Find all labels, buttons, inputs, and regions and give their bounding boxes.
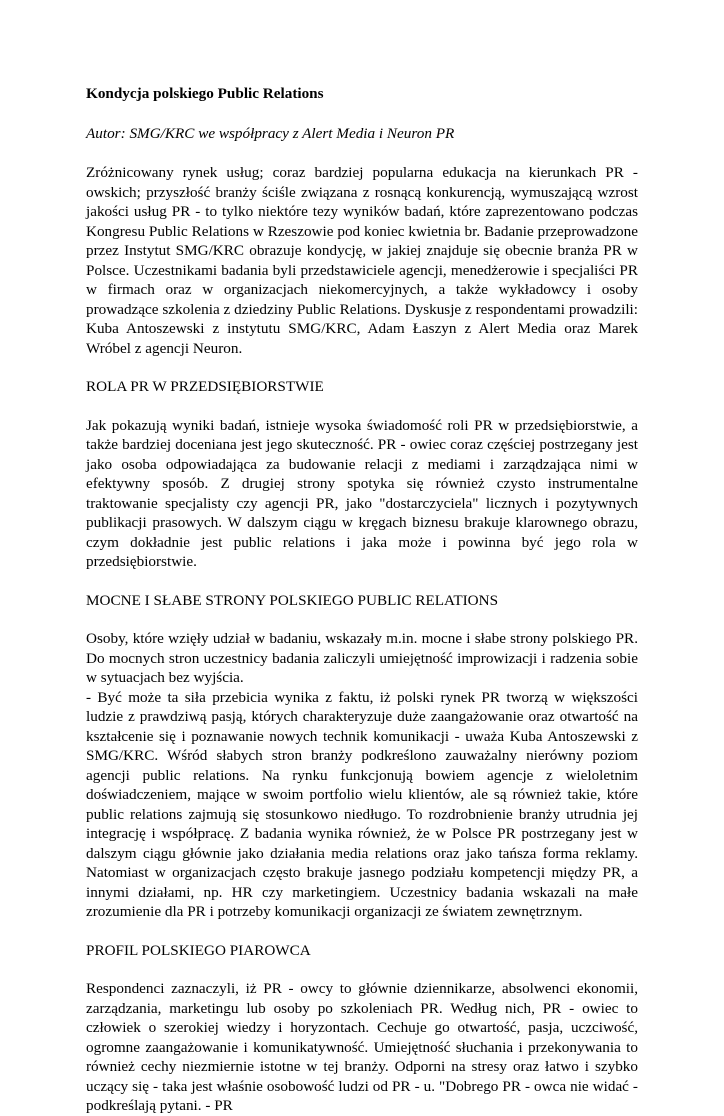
section-heading-profile: PROFIL POLSKIEGO PIAROWCA	[86, 941, 311, 959]
document-author: Autor: SMG/KRC we współpracy z Alert Media i Neuron PR	[86, 124, 455, 142]
section-profile-paragraph: Respondenci zaznaczyli, iż PR - owcy to głównie dziennikarze, absolwenci ekonomii, zarządzania, marketingu lub osoby po szkoleniach PR. Według nich, PR - owiec to człowiek o szerokiej wiedzy i horyzontach. Cechuje go otwartość, pasja, uczciwość, ogromne zaangażowanie i komunikatywność. Umiejętność słuchania i przekonywania to również cechy niezmiernie istotne w tej branży. Odporni na stresy oraz łatwo i szybko uczący się - taka jest właśnie osobowość ludzi od PR - u. "Dobrego PR - owca nie widać - podkreślają pytani. - PR	[86, 980, 638, 1114]
section-role-paragraph: Jak pokazują wyniki badań, istnieje wysoka świadomość roli PR w przedsiębiorstwie, a także bardziej doceniana jest jego skuteczność. PR - owiec coraz częściej postrzegany jest jako osoba odpowiadająca za budowanie relacji z mediami i zarządzająca nimi w efektywny sposób. Z drugiej strony spotyka się również czysto instrumentalne traktowanie specjalisty czy agencji PR, jako "dostarczyciela" licznych i pozytywnych publikacji prasowych. W dalszym ciągu w kręgach biznesu brakuje klarownego obrazu, czym dokładnie jest public relations i jaka może i powinna być jego rola w przedsiębiorstwie.	[86, 416, 638, 570]
section-strengths-paragraph-2: - Być może ta siła przebicia wynika z faktu, iż polski rynek PR tworzą w większości ludzie z prawdziwą pasją, których charakteryzuje duże zaangażowanie oraz otwartość na kształcenie się i poznawanie nowych technik komunikacji - uważa Kuba Antoszewski z SMG/KRC. Wśród słabych stron branży podkreślono zauważalny nierówny poziom agencji public relations. Na rynku funkcjonują bowiem agencje z wieloletnim doświadczeniem, mające w swoim portfolio wielu klientów, ale są również takie, które public relations zajmują się stosunkowo niedługo. To rozdrobnienie branży utrudnia jej integrację i współpracę. Z badania wynika również, że w Polsce PR postrzegany jest w dalszym ciągu głównie jako działania media relations oraz jako tańsza forma reklamy. Natomiast w organizacjach często brakuje jasnego podziału kompetencji między PR, a innymi działami, np. HR czy marketingiem. Uczestnicy badania wskazali na małe zrozumienie dla PR i potrzeby komunikacji organizacji ze światem zewnętrznym.	[86, 688, 638, 920]
section-heading-role: ROLA PR W PRZEDSIĘBIORSTWIE	[86, 378, 324, 395]
section-strengths-paragraph-1: Osoby, które wzięły udział w badaniu, wskazały m.in. mocne i słabe strony polskiego PR. Do mocnych stron uczestnicy badania zaliczyli umiejętność improwizacji i radzenia sobie w sytuacjach bez wyjścia.	[86, 630, 638, 686]
document-page	[86, 84, 638, 1116]
document-title: Kondycja polskiego Public Relations	[86, 85, 324, 102]
section-heading-strengths: MOCNE I SŁABE STRONY POLSKIEGO PUBLIC RELATIONS	[86, 591, 499, 609]
intro-paragraph: Zróżnicowany rynek usług; coraz bardziej popularna edukacja na kierunkach PR - owskich; przyszłość branży ściśle związana z rosnącą konkurencją, wymuszającą wzrost jakości usług PR - to tylko niektóre tezy wyników badań, które zaprezentowano podczas Kongresu Public Relations w Rzeszowie pod koniec kwietnia br. Badanie przeprowadzone przez Instytut SMG/KRC obrazuje kondycję, w jakiej znajduje się obecnie branża PR w Polsce. Uczestnikami badania byli przedstawiciele agencji, menedżerowie i specjaliści PR w firmach oraz w organizacjach niekomercyjnych, a także wykładowcy i osoby prowadzące szkolenia z dziedziny Public Relations. Dyskusje z respondentami prowadzili: Kuba Antoszewski z instytutu SMG/KRC, Adam Łaszyn z Alert Media oraz Marek Wróbel z agencji Neuron.	[86, 164, 638, 357]
